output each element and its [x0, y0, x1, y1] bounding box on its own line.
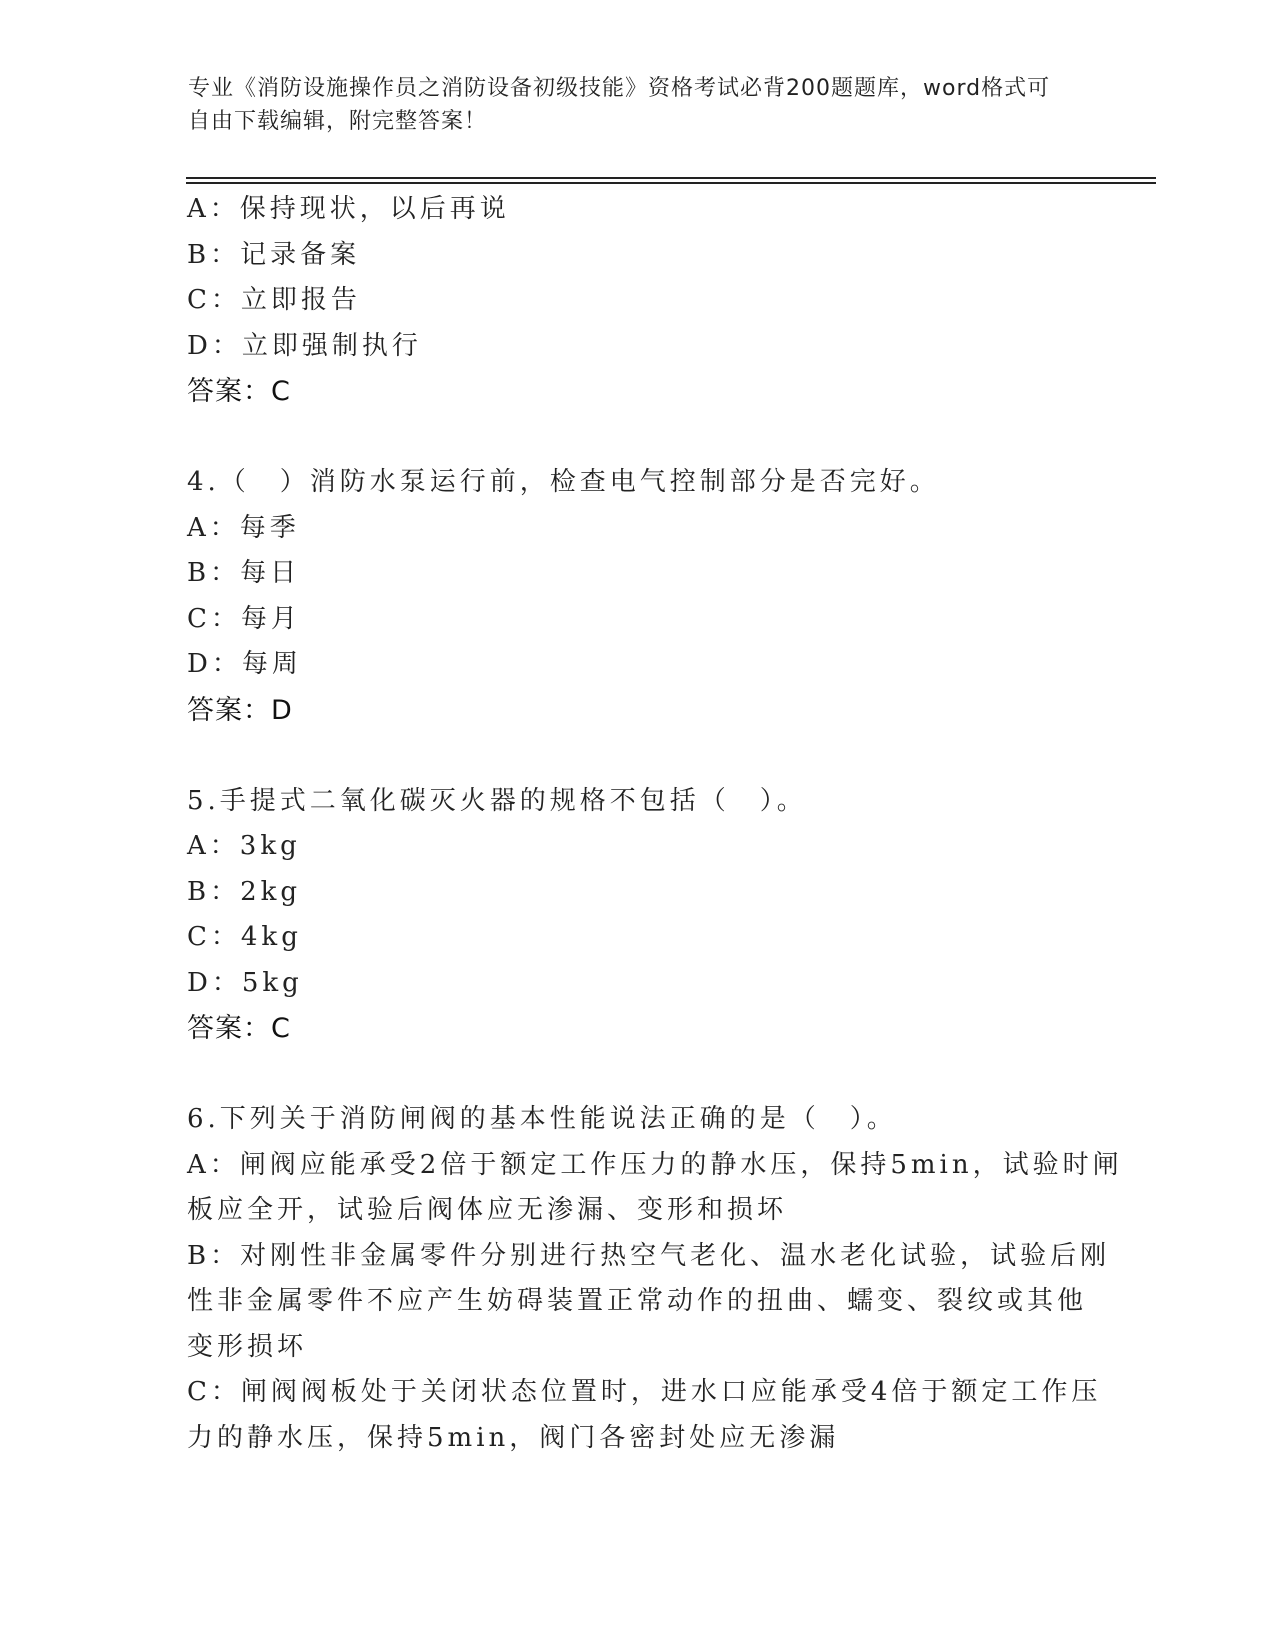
option-c: C：4kg	[187, 922, 302, 952]
answer-label: 答案：D	[187, 694, 293, 726]
option-d: D：立即强制执行	[187, 330, 422, 361]
option-a-line-2: 板应全开，试验后阀体应无渗漏、变形和损坏	[187, 1195, 788, 1225]
question-block-3	[187, 187, 1087, 415]
option-b: B：记录备案	[187, 239, 361, 270]
option-a: A：保持现状，以后再说	[187, 194, 510, 224]
question-text: 6.下列关于消防闸阀的基本性能说法正确的是（ ）。	[187, 1104, 897, 1134]
option-b: B：2kg	[187, 876, 302, 907]
option-b-line-3: 变形损坏	[187, 1331, 308, 1362]
header-divider-top	[186, 177, 1156, 179]
option-c: C：每月	[187, 603, 301, 634]
spacer	[187, 1052, 1087, 1098]
document-title: 专业《消防设施操作员之消防设备初级技能》资格考试必背200题题库，word格式可自由下载编辑，附完整答案！	[188, 76, 1051, 134]
option-d: D：5kg	[187, 967, 303, 998]
option-c-line-1: C：闸阀阀板处于关闭状态位置时，进水口应能承受4倍于额定工作压	[187, 1377, 1102, 1407]
option-b-line-1: B：对刚性非金属零件分别进行热空气老化、温水老化试验，试验后刚	[187, 1240, 1111, 1271]
question-block-4	[187, 460, 1087, 733]
option-b-line-2: 性非金属零件不应产生妨碍装置正常动作的扭曲、蠕变、裂纹或其他	[187, 1286, 1088, 1316]
question-text: 4.（ ）消防水泵运行前，检查电气控制部分是否完好。	[187, 467, 940, 497]
header-divider-bottom	[186, 182, 1156, 184]
question-block-5	[187, 779, 1087, 1052]
question-block-6	[187, 1097, 1123, 1461]
option-a-line-1: A：闸阀应能承受2倍于额定工作压力的静水压，保持5min，试验时闸	[187, 1149, 1123, 1180]
option-c: C：立即报告	[187, 285, 361, 315]
option-b: B：每日	[187, 558, 301, 588]
answer-label: 答案：C	[187, 1013, 291, 1044]
question-text: 5.手提式二氧化碳灭火器的规格不包括（ ）。	[187, 785, 807, 816]
option-a: A：每季	[187, 512, 300, 543]
spacer	[187, 415, 1087, 461]
option-a: A：3kg	[187, 831, 301, 861]
answer-label: 答案：C	[187, 376, 291, 407]
question-list	[187, 187, 1123, 1461]
spacer	[187, 733, 1087, 779]
option-c-line-2: 力的静水压，保持5min，阀门各密封处应无渗漏	[187, 1422, 840, 1453]
option-d: D：每周	[187, 649, 302, 679]
